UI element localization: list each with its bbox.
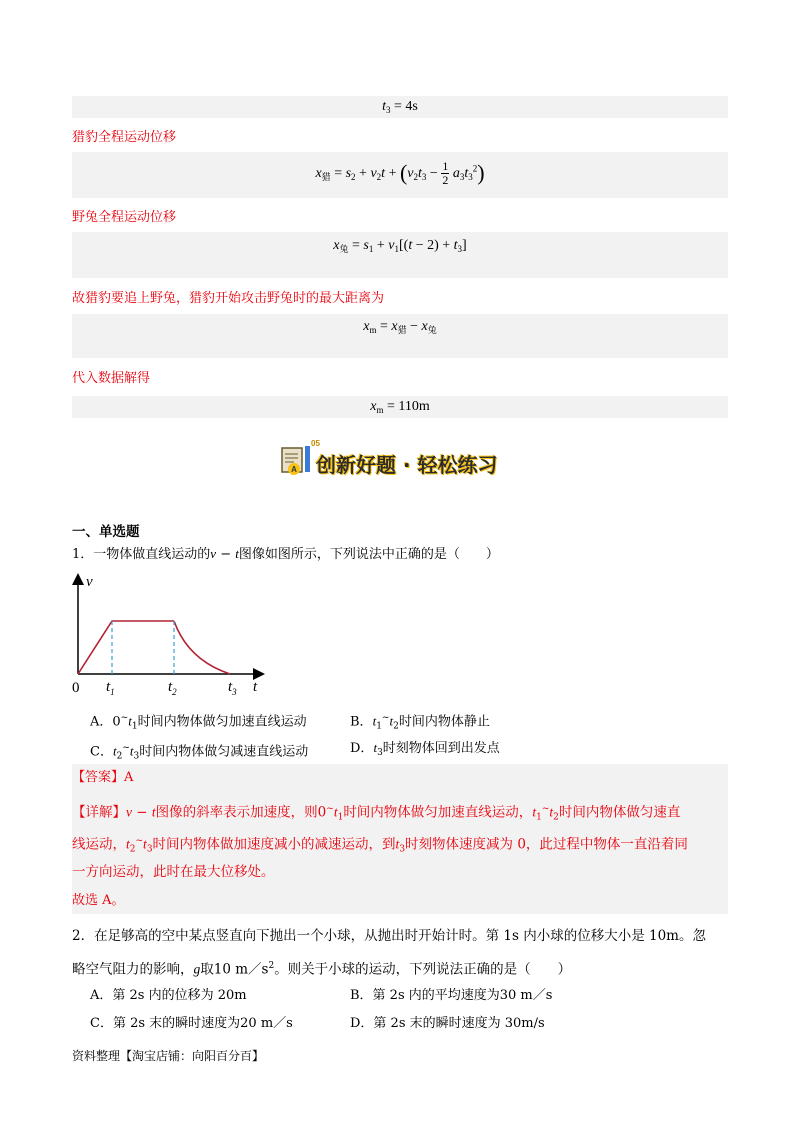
rabbit-total-label: 野兔全程运动位移	[72, 210, 177, 225]
q2-stem-line1: 2．在足够高的空中某点竖直向下抛出一个小球，从抛出时开始计时。第 1s 内小球的位移大小是 10m。忽	[72, 928, 706, 944]
section-banner	[278, 439, 528, 480]
q1-detail-line3: 一方向运动，此时在最大位移处。	[72, 864, 275, 880]
notebook-icon	[278, 442, 314, 478]
q2-option-d[interactable]: D．第 2s 末的瞬时速度为 30m/s	[350, 1016, 545, 1031]
q1-option-d[interactable]: D．$t_3$时刻物体回到出发点	[350, 740, 500, 758]
q1-detail-line2: 线运动，$t_2^\sim t_3$时间内物体做加速度减小的减速运动，到$t_3$时刻物体速度减为 0，此过程中物体一直沿着同	[72, 836, 688, 855]
hunt-total-label: 猎豹全程运动位移	[72, 130, 177, 145]
q2-option-a[interactable]: A．第 2s 内的位移为 20m	[90, 988, 247, 1003]
x-axis-label: t	[253, 679, 258, 695]
velocity-curve	[78, 621, 174, 674]
equation-result: $x_m = 110m$	[370, 399, 430, 415]
banner-badge: 05	[311, 439, 320, 448]
q2-option-c[interactable]: C．第 2s 末的瞬时速度为20 m／s	[90, 1016, 293, 1031]
q1-option-b[interactable]: B．$t_1^\sim t_2$时间内物体静止	[350, 713, 490, 732]
svg-text:A: A	[291, 465, 297, 474]
y-axis-label: v	[86, 574, 93, 590]
decelerating-curve	[174, 621, 230, 674]
equation-rabbit-displacement: $x_兔 = s_1 + v_1[(t - 2) + t_3]$	[333, 238, 467, 254]
q2-option-b[interactable]: B．第 2s 内的平均速度为30 m／s	[350, 988, 553, 1003]
q1-stem: 1．一物体做直线运动的v − t图像如图所示，下列说法中正确的是（ ）	[72, 546, 499, 562]
equation-hunt-displacement: $x_猎 = s_2 + v_2t + (v_2t_3$ − $\frac{1}{2}$ $a_3t_3^2$)	[315, 159, 485, 188]
origin-label: 0	[72, 680, 80, 696]
q2-stem-line2: 略空气阻力的影响，g取10 $m/s^2$。则关于小球的运动，下列说法正确的是（ ）	[72, 961, 572, 978]
vt-graph	[70, 570, 270, 700]
equation-max-distance: $x_m = x_猎 - x_兔$	[363, 319, 437, 335]
equation-t3: $t_3 = 4s$	[382, 99, 418, 115]
max-distance-label: 故猎豹要追上野兔，猎豹开始攻击野兔时的最大距离为	[72, 291, 385, 306]
footer-source: 资料整理【淘宝店铺：向阳百分百】	[72, 1049, 265, 1063]
tick-t2: $t_2$	[168, 679, 177, 697]
q1-option-a[interactable]: A．$0^\sim t_1$时间内物体做匀加速直线运动	[90, 713, 307, 732]
q1-conclusion: 故选 A。	[72, 893, 125, 908]
q1-answer: 【答案】A	[72, 770, 134, 785]
banner-title: 创新好题 · 轻松练习	[316, 453, 498, 477]
substitute-label: 代入数据解得	[72, 371, 151, 386]
tick-t1: $t_1$	[106, 679, 115, 697]
part-heading: 一、单选题	[72, 524, 140, 540]
q1-option-c[interactable]: C．$t_2^\sim t_3$时间内物体做匀减速直线运动	[90, 743, 309, 762]
tick-t3: $t_3$	[228, 679, 237, 697]
q1-detail-line1: 【详解】v − t图像的斜率表示加速度，则$0^\sim t_1$时间内物体做匀加速直线运动，$t_1^\sim t_2$时间内物体做匀速直	[72, 804, 681, 823]
